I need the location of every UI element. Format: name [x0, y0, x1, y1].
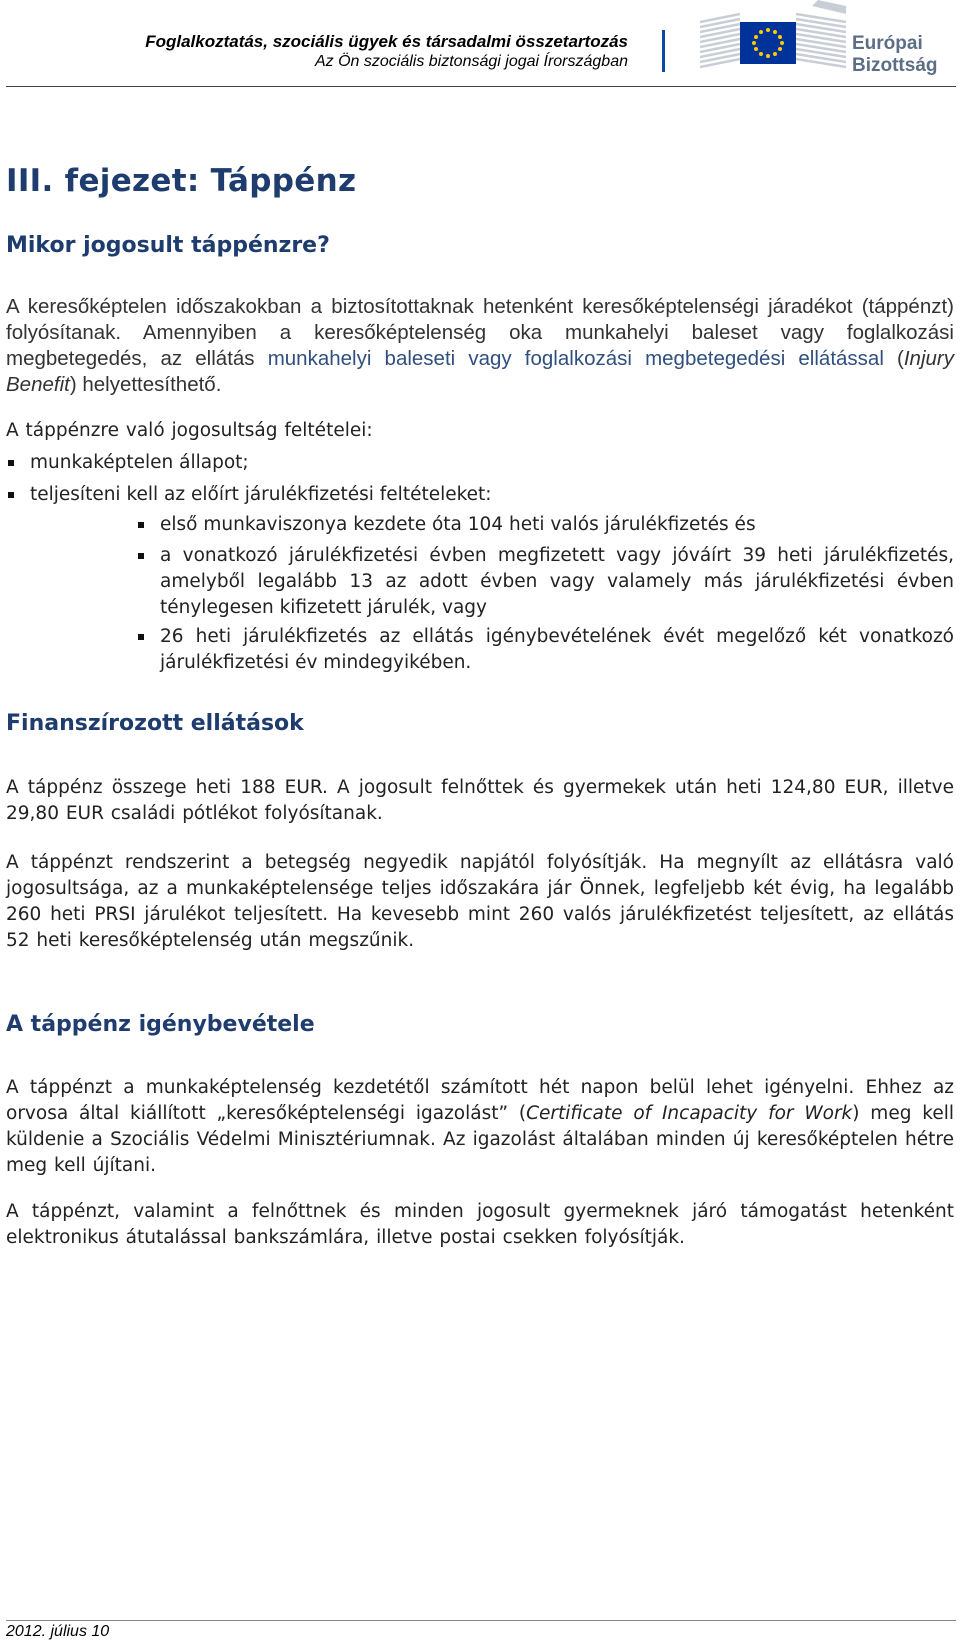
header-title: Foglalkoztatás, szociális ügyek és társadalmi összetartozás [145, 32, 628, 51]
section-heading-benefits: Finanszírozott ellátások [6, 711, 304, 736]
logo-line-2: Bizottság [852, 55, 938, 76]
claiming-text-1: A táppénzt a munkaképtelenség kezdetétől számított hét napon belül lehet igényelni. Ehhez az orvosa által kiállított „keresőképtelenségi igazolást” ( [6, 1077, 954, 1124]
injury-benefit-link[interactable]: munkahelyi baleseti vagy foglalkozási megbetegedési ellátással [267, 347, 884, 370]
intro-italic: Injury Benefit [6, 347, 954, 396]
sub-list-item: 26 heti járulékfizetés az ellátás igénybevételének évét megelőző két vonatkozó járulékfizetési év mindegyikében. [160, 624, 954, 676]
sub-list-item: a vonatkozó járulékfizetési évben megfizetett vagy jóváírt 39 heti járulékfizetés, amelyből legalább 13 az adott évben vagy valamely más járulékfizetési évben ténylegesen kifizetett járulék, vagy [160, 543, 954, 621]
list-item: teljesíteni kell az előírt járulékfizetési feltételeket: [30, 482, 492, 508]
header-divider [662, 30, 665, 72]
logo-line-1: Európai [852, 33, 923, 54]
footer-date: 2012. július 10 [6, 1623, 110, 1640]
intro-text-3: ) helyettesíthető. [69, 373, 222, 396]
logo-text [852, 33, 938, 77]
benefits-paragraph-1: A táppénz összege heti 188 EUR. A jogosult felnőttek és gyermekek után heti 124,80 EUR, illetve 29,80 EUR családi pótlékot folyósítanak. [6, 777, 954, 824]
sub-list-item: első munkaviszonya kezdete óta 104 heti valós járulékfizetés és [160, 512, 954, 538]
section-heading-claiming: A táppénz igénybevétele [6, 1012, 315, 1037]
page-header [0, 0, 960, 88]
claiming-italic: Certificate of Incapacity for Work [526, 1103, 853, 1124]
header-subtitle: Az Ön szociális biztonsági jogai Írországban [314, 53, 628, 70]
intro-text-1: A keresőképtelen időszakokban a biztosítottaknak hetenként keresőképtelenségi járadékot (táppénzt) folyósítanak. Amennyiben a keresőképtelenség oka munkahelyi baleset vagy foglalkozási megbetegedés, az ellátás [6, 295, 954, 370]
claiming-text-2: ) meg kell küldenie a Szociális Védelmi Minisztériumnak. Az igazolást általában minden új keresőképtelen hétre meg kell újítani. [6, 1103, 954, 1176]
header-rule [6, 86, 956, 87]
chapter-title: III. fejezet: Táppénz [6, 163, 357, 199]
section-heading-eligibility: Mikor jogosult táppénzre? [6, 233, 330, 258]
claiming-paragraph-1 [6, 1075, 954, 1179]
list-item: munkaképtelen állapot; [30, 450, 249, 476]
header-text [145, 32, 628, 72]
eligibility-intro [6, 294, 954, 398]
intro-text-2: ( [883, 347, 904, 370]
conditions-lead: A táppénzre való jogosultság feltételei: [6, 420, 373, 441]
claiming-paragraph-2: A táppénzt, valamint a felnőttnek és minden jogosult gyermeknek járó támogatást hetenként elektronikus átutalással bankszámlára, illetve postai csekken folyósítják. [6, 1201, 954, 1248]
benefits-paragraph-2: A táppénzt rendszerint a betegség negyedik napjától folyósítják. Ha megnyílt az ellátásra való jogosultsága, az a munkaképtelensége teljes időszakára jár Önnek, legfeljebb két évig, ha legalább 260 heti PRSI járulékot teljesített. Ha kevesebb mint 260 valós járulékfizetést teljesített, az ellátás 52 heti keresőképtelenség után megszűnik. [6, 852, 954, 951]
footer-rule [6, 1620, 956, 1621]
